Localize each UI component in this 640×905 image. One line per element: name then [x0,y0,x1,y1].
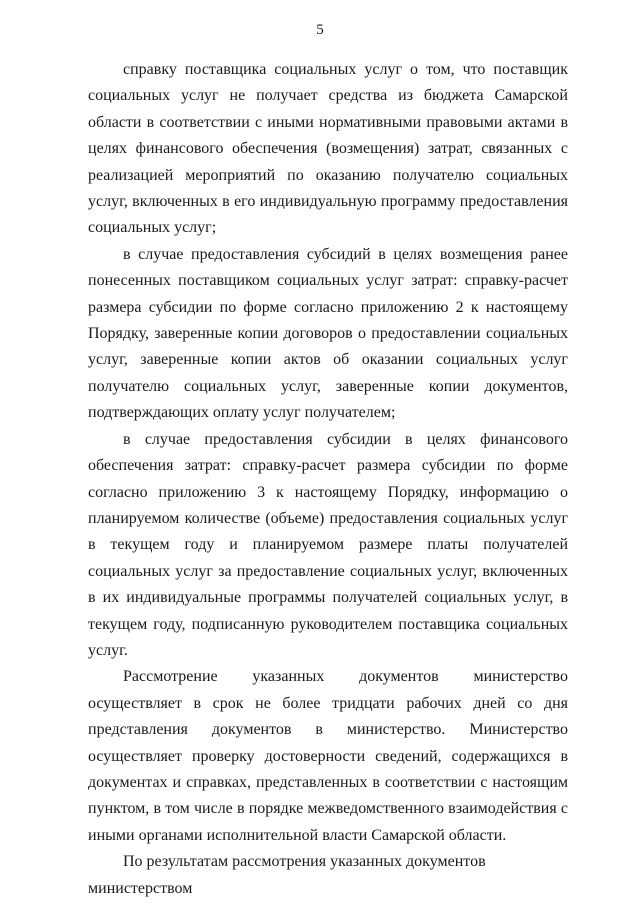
paragraph-review-procedure: Рассмотрение указанных документов министерство осуществляет в срок не более тридцати рабочих дней со дня представления документов в министерство. Министерство осуществляет проверку достоверности сведений, содержащихся в документах и справках, представленных в соответствии с настоящим пунктом, в том числе в порядке межведомственного взаимодействия с иными органами исполнительной власти Самарской области. [88,668,568,844]
paragraph-financial-support-documents: в случае предоставления субсидии в целях финансового обеспечения затрат: справку-расчет размера субсидии по форме согласно приложению 3 к настоящему Порядку, информацию о планируемом количестве (объеме) предоставления социальных услуг в текущем году и планируемом размере платы получателей социальных услуг за предоставление социальных услуг, включенных в их индивидуальные программы получателей социальных услуг, в текущем году, подписанную руководителем поставщика социальных услуг. [88,430,568,659]
paragraph-review-results: По результатам рассмотрения указанных документов министерством [88,853,486,897]
page-number: 5 [316,22,324,38]
document-body [88,57,568,902]
paragraph-supplier-certificate: справку поставщика социальных услуг о том, что поставщик социальных услуг не получает средства из бюджета Самарской области в соответствии с иными нормативными правовыми актами в целях финансового обеспечения (возмещения) затрат, связанных с реализацией мероприятий по оказанию получателю социальных услуг, включенных в его индивидуальную программу предоставления социальных услуг; [88,61,568,237]
paragraph-reimbursement-documents: в случае предоставления субсидий в целях возмещения ранее понесенных поставщиком социальных услуг затрат: справку-расчет размера субсидии по форме согласно приложению 2 к настоящему Порядку, заверенные копии договоров о предоставлении социальных услуг, заверенные копии актов об оказании социальных услуг получателю социальных услуг, заверенные копии документов, подтверждающих оплату услуг получателем; [88,245,568,422]
